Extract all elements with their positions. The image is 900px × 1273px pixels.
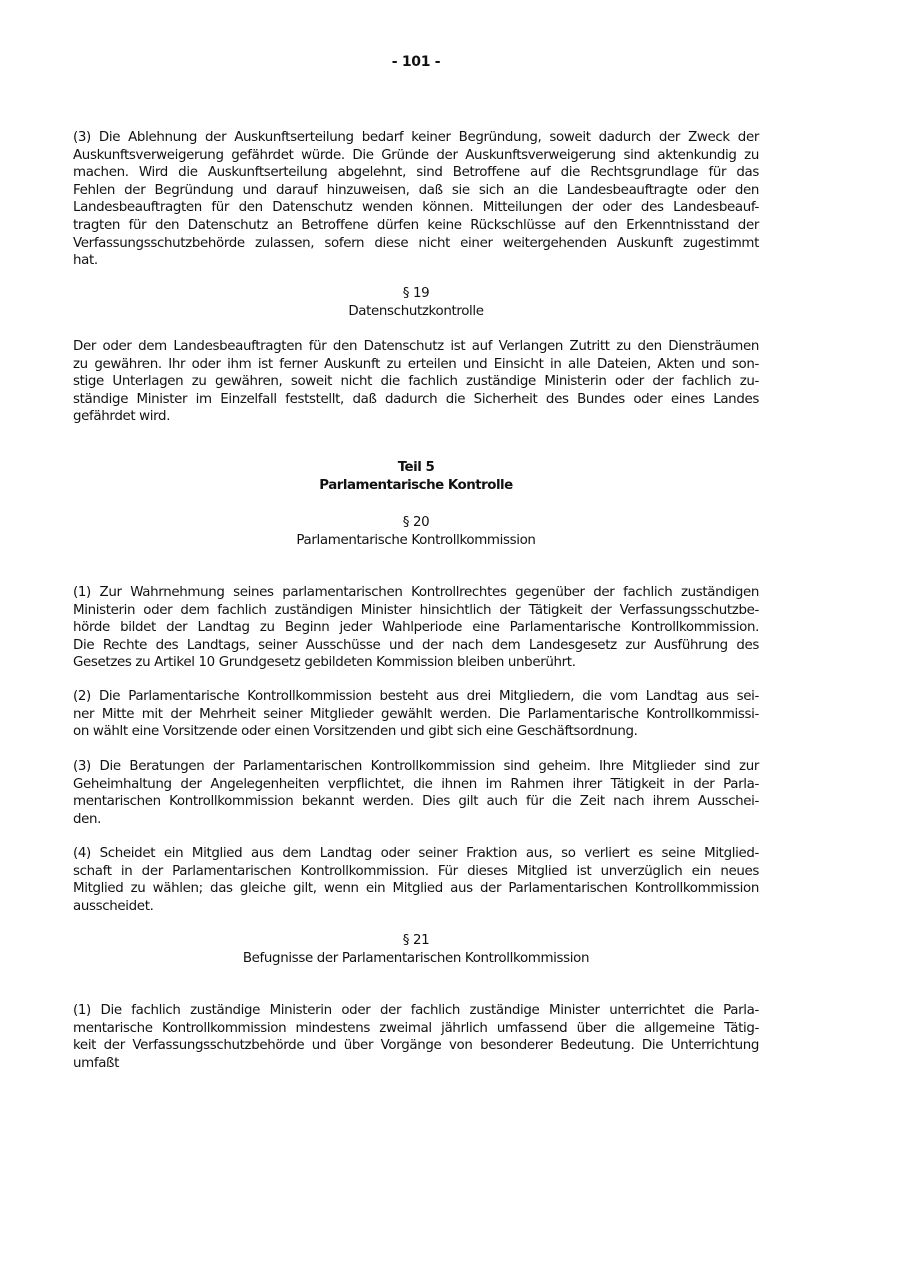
text-line: (3) Die Ablehnung der Auskunftserteilung bedarf keiner Begründung, soweit dadurch der Zweck der	[73, 130, 759, 145]
section-title: Datenschutzkontrolle	[348, 303, 484, 319]
text-line: hörde bildet der Landtag zu Beginn jeder Wahlperiode eine Parlamentarische Kontrollkommission.	[73, 620, 759, 636]
section-number: § 21	[402, 933, 430, 948]
text-line: schaft in der Parlamentarischen Kontrollkommission. Für dieses Mitglied ist unverzüglich ein neues	[73, 863, 759, 879]
text-line: Ministerin oder dem fachlich zuständigen Minister hinsichtlich der Tätigkeit der Verfassungsschutzbe-	[73, 602, 759, 618]
text-line: Landesbeauftragten für den Datenschutz wenden können. Mitteilungen der oder des Landesbeauf-	[73, 200, 759, 216]
text-line: stige Unterlagen zu gewähren, soweit nicht die fachlich zuständige Ministerin oder der fachlich zu-	[73, 374, 759, 390]
text-line: Mitglied zu wählen; das gleiche gilt, wenn ein Mitglied aus der Parlamentarischen Kontrollkommission	[73, 881, 759, 897]
text-line: zu gewähren. Ihr oder ihm ist ferner Auskunft zu erteilen und Einsicht in alle Dateien, Akten und son-	[73, 356, 759, 372]
paragraph-s20-3	[73, 758, 759, 828]
text-line: (1) Zur Wahrnehmung seines parlamentarischen Kontrollrechtes gegenüber der fachlich zuständigen	[73, 585, 759, 600]
text-line: Verfassungsschutzbehörde zulassen, sofern diese nicht einer weitergehenden Auskunft zugestimmt	[73, 235, 759, 251]
text-line: Geheimhaltung der Angelegenheiten verpflichtet, die ihnen im Rahmen ihrer Tätigkeit in der Parla-	[73, 776, 759, 792]
part-title: Parlamentarische Kontrolle	[319, 477, 513, 493]
text-line: Der oder dem Landesbeauftragten für den Datenschutz ist auf Verlangen Zutritt zu den Diensträumen	[73, 339, 759, 354]
text-line: Fehlen der Begründung und darauf hinzuweisen, daß sie sich an die Landesbeauftragte oder den	[73, 182, 759, 198]
text-line: hat.	[73, 253, 98, 269]
section-title: Befugnisse der Parlamentarischen Kontrollkommission	[242, 950, 590, 966]
text-line: (3) Die Beratungen der Parlamentarischen Kontrollkommission sind geheim. Ihre Mitglieder sind zur	[73, 759, 759, 774]
text-line: on wählt eine Vorsitzende oder einen Vorsitzenden und gibt sich eine Geschäftsordnung.	[73, 724, 638, 740]
text-line: den.	[73, 811, 102, 827]
page-number: - 101 -	[391, 54, 441, 70]
part-5-heading	[0, 459, 832, 494]
text-line: gefährdet wird.	[73, 409, 171, 425]
section-21-heading	[0, 932, 832, 967]
text-line: Auskunftsverweigerung gefährdet würde. Die Gründe der Auskunftsverweigerung sind aktenkundig zu	[73, 147, 759, 163]
paragraph-s20-1	[73, 584, 759, 672]
section-20-heading	[0, 514, 832, 549]
paragraph-s20-4	[73, 845, 759, 915]
text-line: mentarische Kontrollkommission mindestens zweimal jährlich umfassend über die allgemeine Tätig-	[73, 1020, 759, 1036]
text-line: machen. Wird die Auskunftserteilung abgelehnt, sind Betroffene auf die Rechtsgrundlage für das	[73, 165, 759, 181]
text-line: mentarischen Kontrollkommission bekannt werden. Dies gilt auch für die Zeit nach ihrem Ausschei-	[73, 794, 759, 810]
section-number: § 19	[402, 286, 430, 301]
section-number: § 20	[402, 515, 430, 530]
text-line: (2) Die Parlamentarische Kontrollkommission besteht aus drei Mitgliedern, die vom Landtag aus sei-	[73, 689, 759, 704]
section-title: Parlamentarische Kontrollkommission	[296, 532, 536, 548]
paragraph-s20-2	[73, 688, 759, 741]
paragraph-s19	[73, 338, 759, 426]
text-line: Gesetzes zu Artikel 10 Grundgesetz gebildeten Kommission bleiben unberührt.	[73, 655, 576, 671]
text-line: umfaßt	[73, 1055, 120, 1071]
text-line: ständige Minister im Einzelfall feststellt, daß dadurch die Sicherheit des Bundes oder eines Landes	[73, 391, 759, 407]
text-line: (1) Die fachlich zuständige Ministerin oder der fachlich zuständige Minister unterrichtet die Parla-	[73, 1003, 759, 1018]
section-19-heading	[0, 285, 832, 320]
text-line: ausscheidet.	[73, 898, 154, 914]
paragraph-s18-3	[73, 129, 759, 270]
paragraph-s21-1	[73, 1002, 759, 1072]
text-line: ner Mitte mit der Mehrheit seiner Mitglieder gewählt werden. Die Parlamentarische Kontrollkommissi-	[73, 706, 759, 722]
text-line: tragten für den Datenschutz an Betroffene dürfen keine Rückschlüsse auf den Erkenntnisstand der	[73, 217, 759, 233]
text-line: (4) Scheidet ein Mitglied aus dem Landtag oder seiner Fraktion aus, so verliert es seine Mitglied-	[73, 846, 759, 861]
text-line: Die Rechte des Landtags, seiner Ausschüsse und der nach dem Landesgesetz zur Ausführung des	[73, 637, 759, 653]
part-number: Teil 5	[397, 460, 435, 475]
text-line: keit der Verfassungsschutzbehörde und über Vorgänge von besonderer Bedeutung. Die Unterrichtung	[73, 1038, 759, 1054]
